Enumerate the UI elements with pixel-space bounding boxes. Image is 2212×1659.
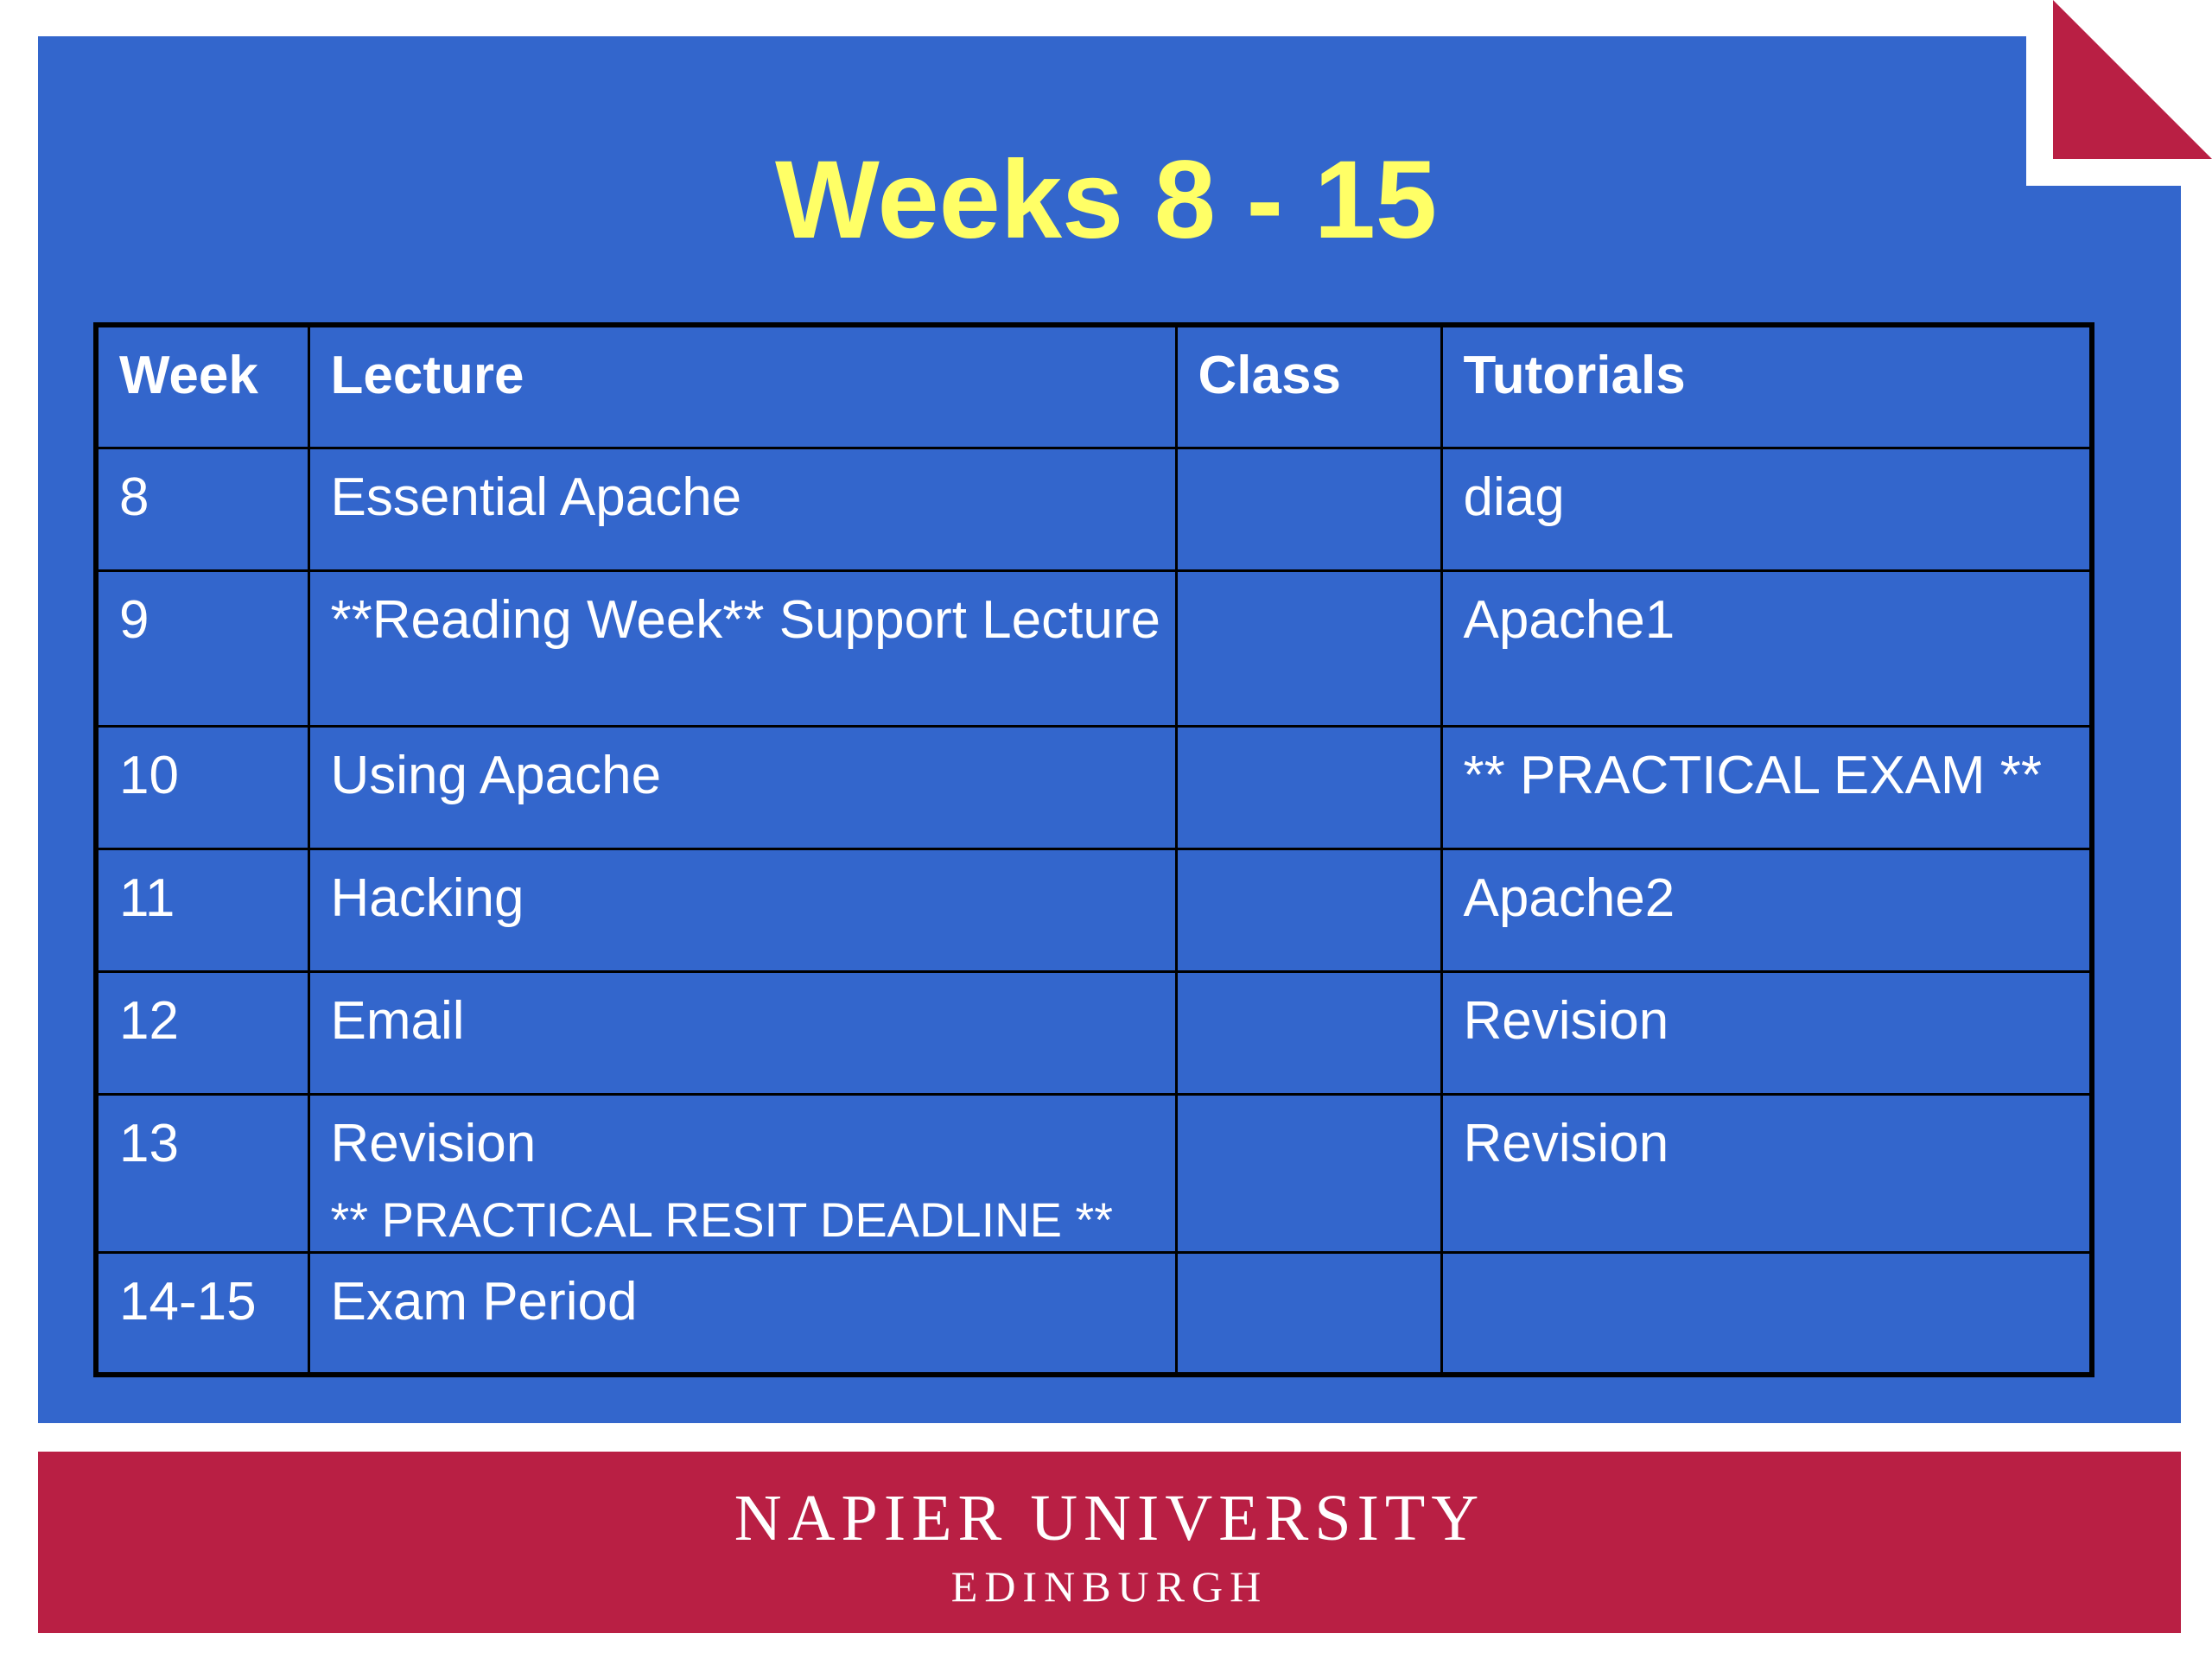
slide-title: Weeks 8 - 15: [774, 138, 1438, 262]
week-cell: 13: [96, 1094, 308, 1252]
table-row: [96, 726, 2092, 849]
week-cell: 12: [96, 971, 308, 1094]
week-cell: 14-15: [96, 1252, 308, 1375]
lecture-cell: Email: [308, 971, 1176, 1094]
class-cell: [1176, 726, 1441, 849]
class-cell: [1176, 448, 1441, 570]
lecture-cell: Using Apache: [308, 726, 1176, 849]
schedule-table: [93, 322, 2094, 1377]
tutorial-cell: Apache2: [1441, 849, 2092, 971]
class-cell: [1176, 971, 1441, 1094]
lecture-cell: [308, 1094, 1176, 1252]
header-lecture: Lecture: [308, 325, 1176, 448]
lecture-cell: **Reading Week** Support Lecture: [308, 570, 1176, 726]
tutorial-cell: Revision: [1441, 971, 2092, 1094]
week-cell: 10: [96, 726, 308, 849]
tutorial-cell: diag: [1441, 448, 2092, 570]
lecture-cell: Exam Period: [308, 1252, 1176, 1375]
tutorial-cell: Revision: [1441, 1094, 2092, 1252]
tutorial-cell: ** PRACTICAL EXAM **: [1441, 726, 2092, 849]
tutorial-cell: [1441, 1252, 2092, 1375]
class-cell: [1176, 1252, 1441, 1375]
week-cell: 9: [96, 570, 308, 726]
class-cell: [1176, 570, 1441, 726]
table-row: [96, 448, 2092, 570]
university-name: NAPIER UNIVERSITY: [734, 1482, 1485, 1554]
header-week: Week: [96, 325, 308, 448]
header-class: Class: [1176, 325, 1441, 448]
table-row: [96, 1094, 2092, 1252]
resit-deadline-note: ** PRACTICAL RESIT DEADLINE **: [330, 1192, 1114, 1247]
footer-bar: [38, 1452, 2181, 1633]
class-cell: [1176, 1094, 1441, 1252]
class-cell: [1176, 849, 1441, 971]
table-row: [96, 570, 2092, 726]
tutorial-cell: Apache1: [1441, 570, 2092, 726]
table-row: [96, 849, 2092, 971]
week-cell: 11: [96, 849, 308, 971]
table-row: [96, 971, 2092, 1094]
lecture-text: Revision: [330, 1113, 537, 1173]
university-city: EDINBURGH: [950, 1562, 1268, 1611]
lecture-cell: Hacking: [308, 849, 1176, 971]
header-tutorials: Tutorials: [1441, 325, 2092, 448]
week-cell: 8: [96, 448, 308, 570]
lecture-cell: Essential Apache: [308, 448, 1176, 570]
table-row: [96, 1252, 2092, 1375]
table-header-row: [96, 325, 2092, 448]
